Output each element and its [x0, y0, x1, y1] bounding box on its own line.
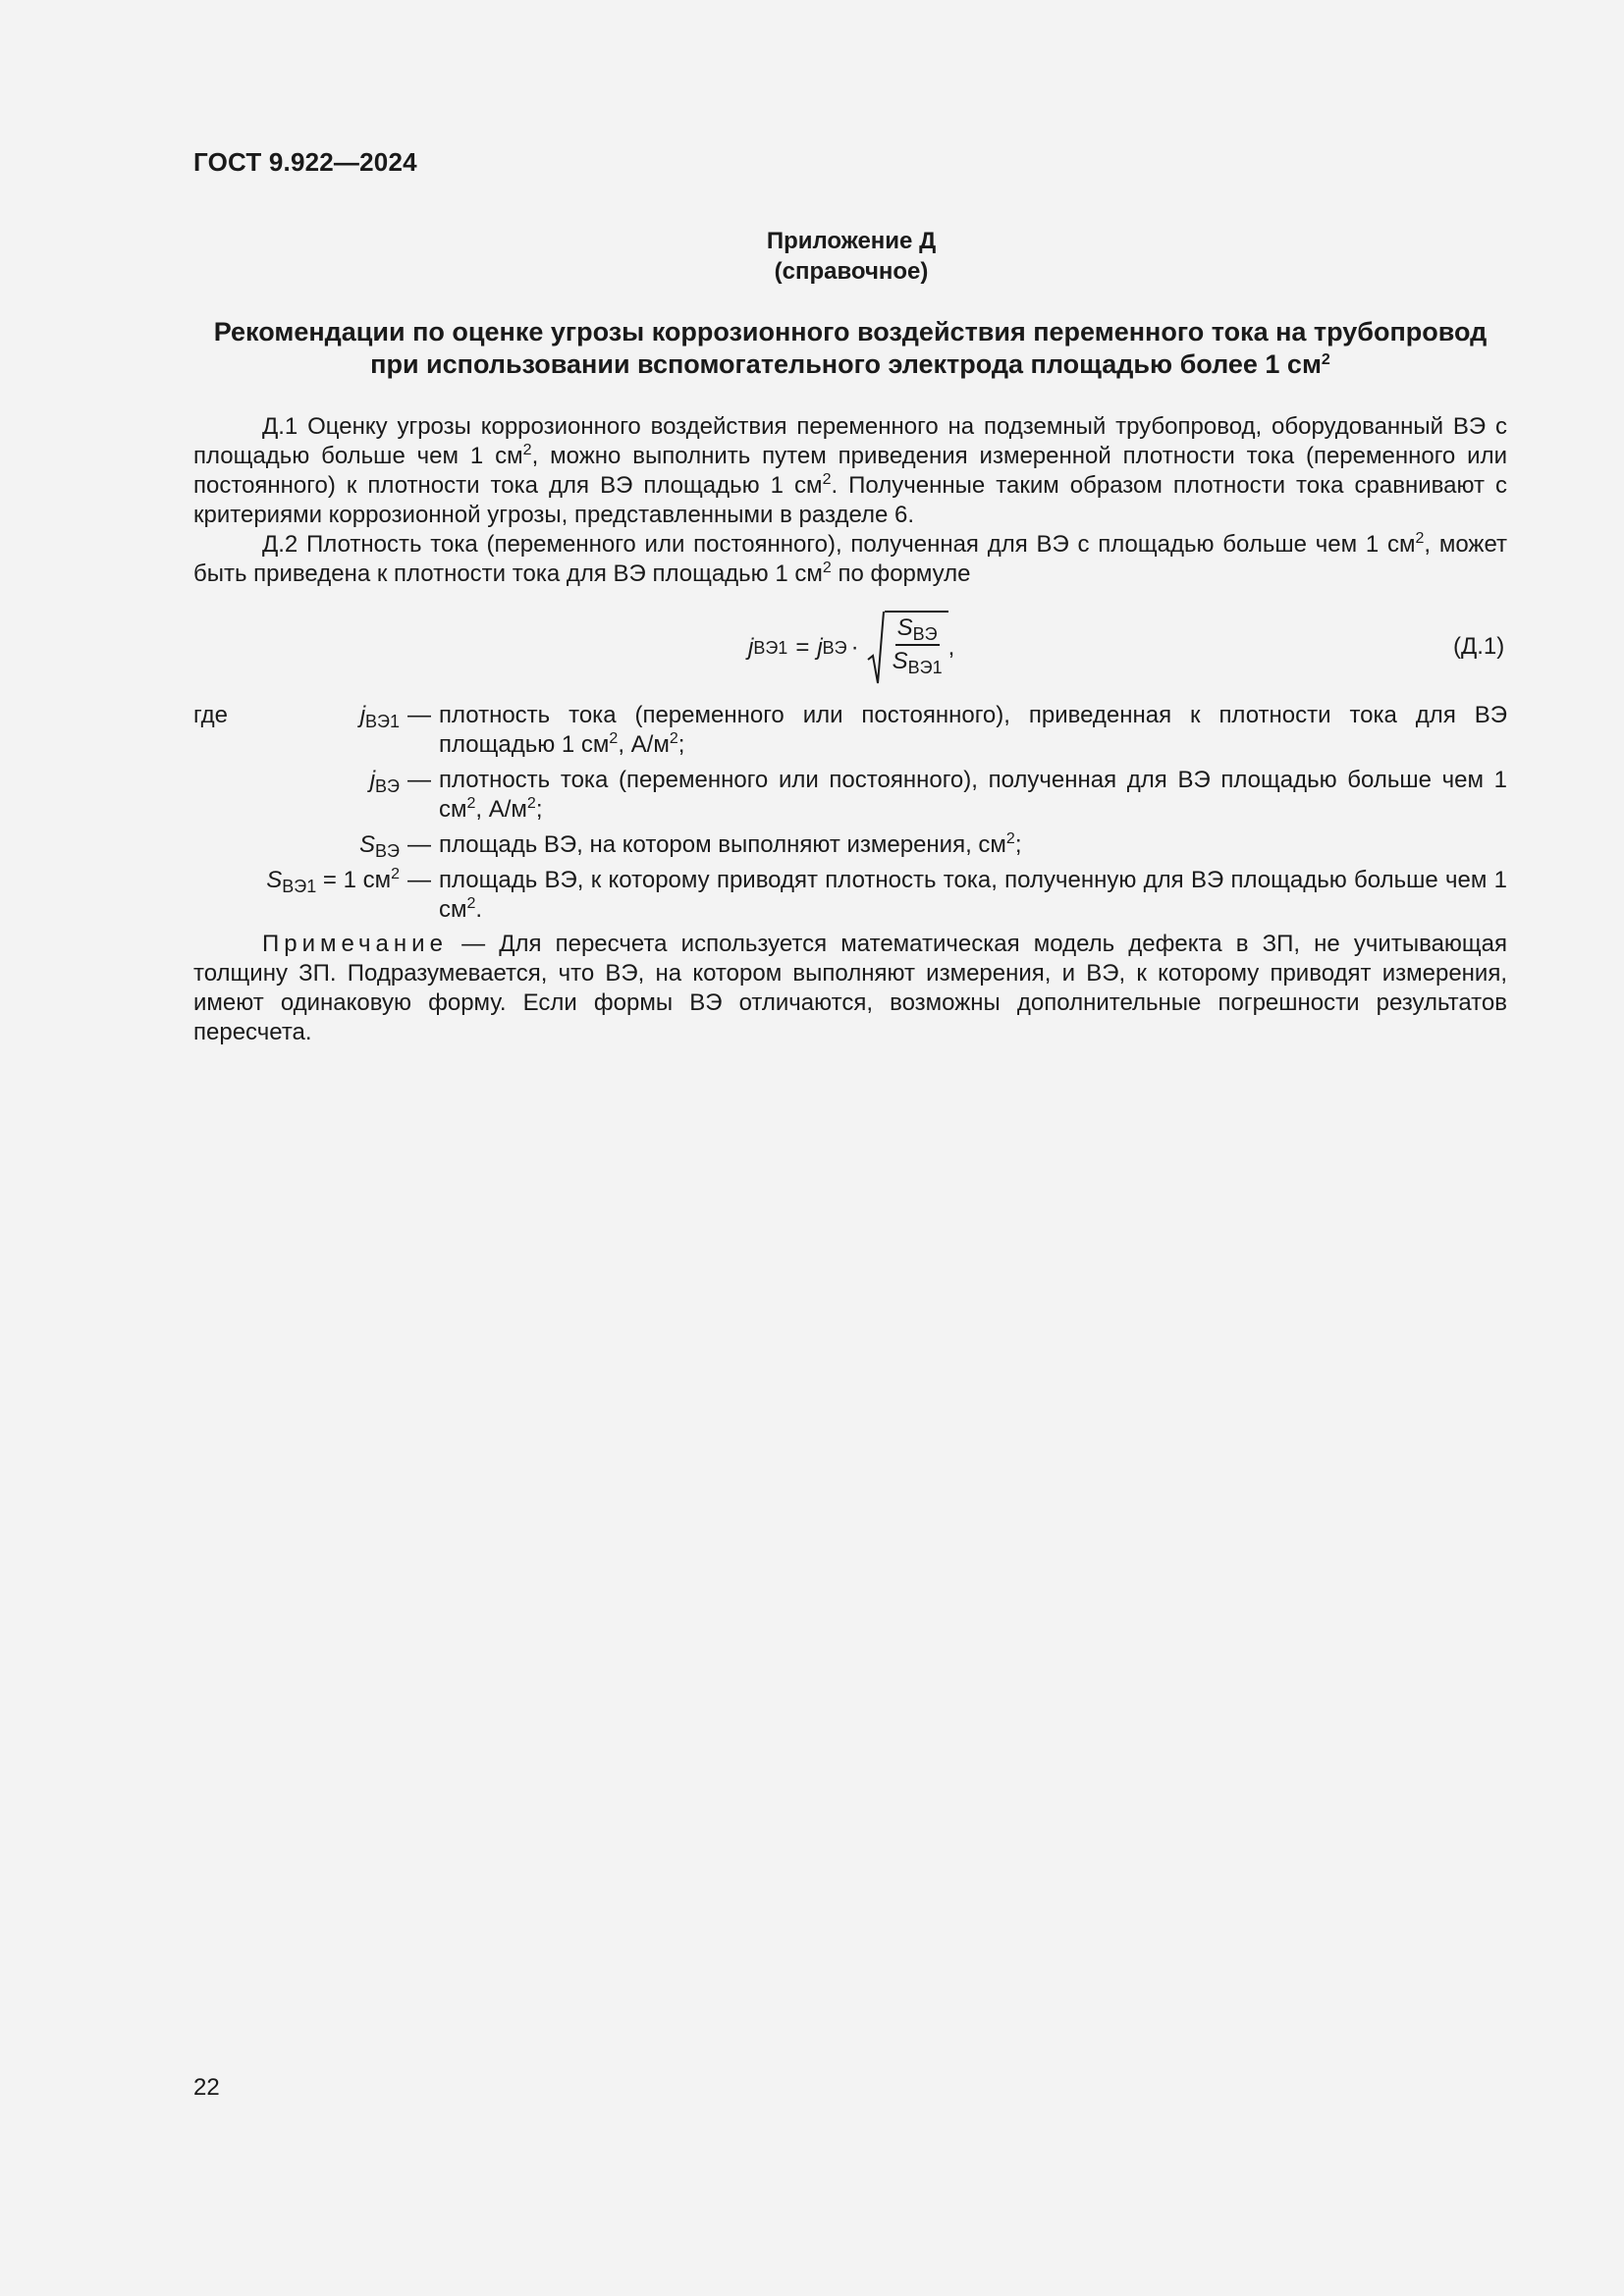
symbol-sub: ВЭ	[375, 841, 400, 861]
definition-row	[193, 766, 1507, 825]
formula-d1: j ВЭ1 = j ВЭ · $\frac{S_{ВЭ}}{S_{ВЭ1}}$ ,	[748, 611, 954, 685]
d2-sup-1: 2	[1415, 530, 1425, 547]
title-line-2-text: при использовании вспомогательного электрода площадью более 1 см	[370, 349, 1322, 379]
d2-text-1: Д.2 Плотность тока (переменного или постоянного), полученная для ВЭ с площадью больше чем 1 см	[262, 531, 1416, 558]
fraction-numerator	[895, 614, 940, 646]
title-superscript: 2	[1321, 351, 1330, 368]
formula-comma: ,	[947, 634, 955, 661]
symbol-letter: S	[266, 867, 283, 893]
d1-text-3: . Полученные таким образом плотности тока сравнивают с критериями коррозионной угрозы, представленными в разделе 6.	[193, 472, 1507, 528]
symbol-sub: ВЭ1	[365, 712, 400, 731]
paragraph-d2	[193, 530, 1507, 589]
where-spacer	[193, 766, 282, 825]
def-sup: 2	[466, 895, 476, 912]
symbol-sub: ВЭ	[375, 776, 400, 796]
d1-text-2: , можно выполнить путем приведения измеренной плотности тока (переменного или постоянного) к плотности тока для ВЭ площадью 1 см	[193, 443, 1507, 499]
note-paragraph	[193, 930, 1507, 1047]
formula-rhs-j: j	[817, 634, 823, 661]
definition-row	[193, 830, 1507, 860]
numerator-sub: ВЭ	[912, 624, 938, 644]
definition-text	[439, 766, 1507, 825]
definition-text	[439, 830, 1507, 860]
appendix-title: Приложение Д	[766, 228, 937, 254]
definition-dash: —	[407, 702, 431, 728]
symbol-sub: ВЭ1	[282, 877, 317, 896]
definition-dash: —	[407, 831, 431, 858]
def-text-2: , А/м	[475, 796, 527, 823]
page-number: 22	[193, 2074, 220, 2101]
numerator-s: S	[896, 614, 913, 641]
symbol-sup: 2	[391, 866, 400, 882]
def-text-1: площадь ВЭ, к которому приводят плотность тока, полученную для ВЭ площадью больше чем 1 см	[439, 867, 1507, 923]
where-label: где	[193, 702, 229, 728]
definition-symbol	[282, 701, 400, 760]
def-text-3: ;	[677, 731, 685, 758]
def-text-2: , А/м	[618, 731, 670, 758]
definition-row	[193, 701, 1507, 760]
def-text-3: ;	[535, 796, 543, 823]
definition-symbol	[282, 830, 400, 860]
radical-sign-icon	[867, 611, 885, 685]
def-text-1: площадь ВЭ, на котором выполняют измерения, см	[439, 831, 1006, 858]
formula-lhs-j: j	[748, 634, 754, 661]
formula-dot: ·	[850, 634, 859, 661]
definition-text	[439, 866, 1507, 925]
formula-fraction	[885, 611, 948, 685]
title-line-2	[193, 348, 1507, 381]
definition-dash: —	[407, 867, 431, 893]
definition-symbol	[233, 866, 400, 925]
def-text-2: .	[475, 896, 483, 923]
paragraph-d1	[193, 412, 1507, 530]
appendix-heading	[0, 226, 1624, 287]
d2-text-3: по формуле	[831, 561, 971, 587]
fraction-denominator	[891, 646, 945, 675]
formula-equals: =	[795, 634, 810, 661]
where-spacer	[193, 830, 282, 860]
title-line-1: Рекомендации по оценке угрозы коррозионного воздействия переменного тока на трубопровод	[213, 317, 1488, 347]
where-spacer	[193, 866, 233, 925]
symbol-letter: j	[359, 702, 366, 728]
note-label: Примечание	[262, 931, 448, 957]
symbol-letter: j	[369, 767, 376, 793]
d2-sup-2: 2	[822, 560, 832, 576]
symbol-equals: = 1 см	[316, 867, 392, 893]
def-sup: 2	[526, 795, 536, 812]
appendix-type: (справочное)	[774, 258, 929, 285]
d1-sup-1: 2	[522, 442, 532, 458]
definition-symbol	[282, 766, 400, 825]
denominator-sub: ВЭ1	[907, 658, 943, 677]
document-header: ГОСТ 9.922—2024	[193, 147, 417, 177]
sqrt-symbol	[867, 611, 948, 685]
definition-row	[193, 866, 1507, 925]
definitions-list	[193, 701, 1507, 931]
def-text-1: плотность тока (переменного или постоянного), приведенная к плотности тока для ВЭ площадью 1 см	[439, 702, 1507, 758]
def-sup: 2	[609, 730, 619, 747]
def-text-2: ;	[1014, 831, 1022, 858]
definition-text	[439, 701, 1507, 760]
d1-sup-2: 2	[822, 471, 832, 488]
note-text: — Для пересчета используется математическая модель дефекта в ЗП, не учитывающая толщину ЗП. Подразумевается, что ВЭ, на котором выполняют измерения, и ВЭ, к которому приводят измерения, имеют одинаковую форму. Если формы ВЭ отличаются, возможны дополнительные погрешности результатов пересчета.	[193, 931, 1507, 1045]
definition-dash: —	[407, 767, 431, 793]
d1-text-1: Д.1 Оценку угрозы коррозионного воздействия переменного на подземный трубопровод, оборудованный ВЭ с площадью больше чем 1 см	[193, 413, 1507, 469]
section-title	[193, 316, 1507, 381]
def-text-1: плотность тока (переменного или постоянного), полученная для ВЭ площадью больше чем 1 см	[439, 767, 1507, 823]
d2-text-2: , может быть приведена к плотности тока для ВЭ площадью 1 см	[193, 531, 1507, 587]
equation-number: (Д.1)	[1453, 633, 1505, 660]
denominator-s: S	[892, 648, 908, 674]
def-sup: 2	[466, 795, 476, 812]
def-sup: 2	[669, 730, 678, 747]
symbol-letter: S	[359, 831, 376, 858]
def-sup: 2	[1005, 830, 1015, 847]
